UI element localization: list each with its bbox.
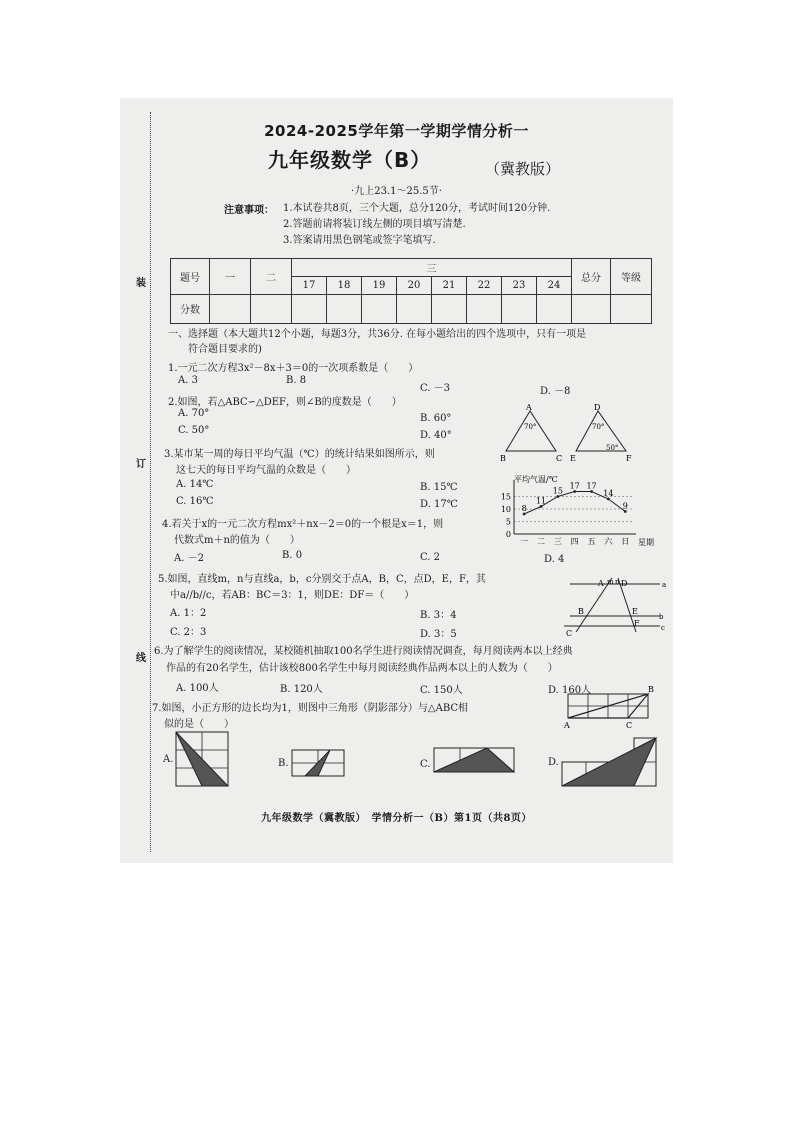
binding-mark-xian: 线 <box>136 653 146 664</box>
page-footer: 九年级数学（冀教版） 学情分析一（B）第1页（共8页） <box>261 813 532 824</box>
label-n: n <box>615 578 620 586</box>
label-point-b: B <box>578 607 584 616</box>
label-b: B <box>500 454 506 463</box>
chart-x-tick-label: 日 <box>621 537 630 546</box>
line-m <box>576 578 612 632</box>
question-7-option-b: B. <box>278 758 289 769</box>
question-6-option-c: C. 150人 <box>420 685 463 696</box>
binding-mark-zhuang: 装 <box>136 278 146 289</box>
question-2-option-a: A. 70° <box>178 408 210 419</box>
chart-data-label: 11 <box>535 496 547 506</box>
notes-list <box>283 201 550 249</box>
question-6-stem: 作品的有20名学生，估计该校800名学生中每月阅读经典作品两本以上的人数为（ ） <box>166 663 558 674</box>
score-cell <box>432 294 467 323</box>
question-2-option-b: B. 60° <box>420 413 452 424</box>
question-4-option-a: A. －2 <box>174 553 204 564</box>
chart-point <box>556 495 559 498</box>
score-cell <box>210 294 251 323</box>
question-5-stem: 中a//b//c，若AB：BC＝3：1，则DE：DF＝（ ） <box>170 590 415 601</box>
question-5-stem: 5.如图，直线m，n与直线a，b，c分别交于点A，B，C，点D，E，F，其 <box>158 574 486 585</box>
chart-point <box>573 490 576 493</box>
question-7-option-c: C. <box>420 759 431 770</box>
chart-y-tick-label: 15 <box>500 492 511 502</box>
question-3-option-d: D. 17℃ <box>420 499 458 510</box>
binding-line <box>150 112 151 852</box>
score-table <box>170 258 652 324</box>
option-d-figure <box>560 734 658 788</box>
question-6-stem: 6.为了解学生的阅读情况，某校随机抽取100名学生进行阅读情况调查，每月阅读两本以上经典 <box>154 646 573 657</box>
chart-x-tick-label: 五 <box>587 537 596 546</box>
option-c-figure <box>432 746 516 774</box>
chart-x-tick-label: 一 <box>520 537 529 546</box>
question-1-option-a: A. 3 <box>178 375 198 386</box>
question-2-option-d: D. 40° <box>420 430 452 441</box>
score-cell <box>327 294 362 323</box>
score-table-sub-col: 17 <box>292 276 327 294</box>
score-table-sub-col: 21 <box>432 276 467 294</box>
question-6-option-a: A. 100人 <box>176 683 219 694</box>
chart-x-axis-label: 星期 <box>638 538 654 547</box>
chart-y-tick-label: 0 <box>505 530 511 539</box>
question-2-stem: 2.如图，若△ABC∽△DEF，则∠B的度数是（ ） <box>168 397 402 408</box>
label-point-a: A <box>598 579 604 588</box>
chart-data-label: 8 <box>521 504 527 513</box>
question-6-option-b: B. 120人 <box>280 684 323 695</box>
chart-point <box>523 513 526 516</box>
exam-paper <box>120 98 673 863</box>
score-table-sub-col: 19 <box>362 276 397 294</box>
score-table-row-label: 题号 <box>171 259 210 295</box>
question-3-stem: 3.某市某一周的每日平均气温（℃）的统计结果如图所示，则 <box>164 449 435 460</box>
question-3-option-b: B. 15℃ <box>420 482 458 493</box>
chart-data-label: 17 <box>569 481 580 491</box>
question-6-option-d: D. 160人 <box>548 685 592 696</box>
score-cell <box>251 294 292 323</box>
angle-d-label: 70° <box>592 423 605 431</box>
label-a-line: a <box>662 581 667 589</box>
chart-x-tick-label: 二 <box>536 537 545 546</box>
triangle-def <box>576 411 626 451</box>
score-table-col-one: 一 <box>210 259 251 295</box>
edition-label: （冀教版） <box>485 160 561 178</box>
notes-label: 注意事项： <box>224 205 274 216</box>
question-2-option-c: C. 50° <box>178 425 210 436</box>
question-5-option-a: A. 1：2 <box>170 608 207 619</box>
score-cell <box>537 294 572 323</box>
temperature-line-chart <box>492 470 662 552</box>
question-4-stem: 4.若关于x的一元二次方程mx²＋nx－2＝0的一个根是x＝1，则 <box>162 519 444 530</box>
question-7-option-a: A. <box>163 754 174 765</box>
scope-label: ·九上23.1～25.5节· <box>351 186 442 197</box>
label-a: A <box>564 721 570 730</box>
label-a: A <box>526 403 532 412</box>
score-table-sub-col: 20 <box>397 276 432 294</box>
score-table-total: 总分 <box>572 259 611 295</box>
question-1-stem: 1.一元二次方程3x²－8x＋3＝0的一次项系数是（ ） <box>168 363 419 374</box>
label-c: C <box>626 721 633 730</box>
score-table-row-label: 分数 <box>171 294 210 323</box>
score-cell <box>467 294 502 323</box>
score-cell <box>397 294 432 323</box>
score-table-col-three: 三 <box>292 259 572 277</box>
chart-x-ticks <box>520 536 629 546</box>
chart-y-tick-label: 5 <box>505 517 511 527</box>
label-e: E <box>570 454 576 463</box>
chart-point <box>624 510 627 513</box>
question-1-option-d: D. －8 <box>540 386 571 397</box>
chart-data-label: 17 <box>586 481 597 491</box>
question-4-option-d: D. 4 <box>544 554 565 565</box>
triangle-abc <box>506 411 556 451</box>
grid-triangle-abc-figure <box>560 682 660 732</box>
score-table-sub-col: 22 <box>467 276 502 294</box>
angle-a-label: 70° <box>524 423 537 431</box>
question-7-option-d: D. <box>548 757 559 768</box>
shaded-triangle <box>434 748 514 772</box>
chart-reference-lines <box>514 497 632 522</box>
score-cell <box>292 294 327 323</box>
question-3-option-c: C. 16℃ <box>176 496 214 507</box>
subject-title: 九年级数学（B） <box>268 148 432 172</box>
question-4-stem: 代数式m＋n的值为（ ） <box>174 535 300 546</box>
similar-triangles-figure <box>500 401 640 463</box>
label-point-c: C <box>566 629 573 638</box>
question-4-option-c: C. 2 <box>420 552 441 563</box>
question-3-option-a: A. 14℃ <box>176 479 214 490</box>
label-d: D <box>594 403 601 412</box>
score-cell <box>502 294 537 323</box>
exam-title: 2024-2025学年第一学期学情分析一 <box>264 122 529 140</box>
chart-y-ticks <box>501 493 511 540</box>
option-a-figure <box>174 730 232 790</box>
score-table-sub-col: 24 <box>537 276 572 294</box>
question-4-option-b: B. 0 <box>282 550 303 561</box>
chart-x-tick-label: 三 <box>553 537 562 546</box>
binding-mark-ding: 订 <box>136 459 146 470</box>
question-5-option-c: C. 2：3 <box>170 627 207 638</box>
option-b-figure <box>290 748 346 778</box>
label-point-d: D <box>621 579 628 588</box>
angle-f-label: 50° <box>606 444 619 452</box>
chart-point <box>607 498 610 501</box>
question-7-stem: 似的是（ ） <box>164 719 234 730</box>
chart-point <box>540 505 543 508</box>
score-cell <box>572 294 611 323</box>
label-point-f: F <box>634 619 640 628</box>
section-heading <box>168 327 658 357</box>
label-f: F <box>626 454 632 463</box>
note-item: 3.答案请用黑色钢笔或签字笔填写. <box>283 235 436 246</box>
chart-data-label: 14 <box>603 489 614 498</box>
chart-data-label: 15 <box>552 486 563 496</box>
chart-y-tick-label: 10 <box>500 505 511 514</box>
score-cell <box>362 294 397 323</box>
chart-x-tick-label: 六 <box>604 537 613 546</box>
parallel-lines-figure <box>560 576 668 640</box>
label-point-e: E <box>632 607 638 616</box>
note-item: 1.本试卷共8页，三个大题，总分120分，考试时间120分钟. <box>283 203 551 214</box>
label-c: C <box>556 454 563 463</box>
chart-y-axis-label: 平均气温/℃ <box>514 475 558 484</box>
label-b-line: b <box>659 613 664 621</box>
score-table-sub-col: 18 <box>327 276 362 294</box>
chart-data-label: 9 <box>622 501 628 511</box>
question-1-option-b: B. 8 <box>286 375 307 386</box>
question-1-option-c: C. －3 <box>420 383 451 394</box>
section-heading-line: 符合题目要求的) <box>188 344 262 355</box>
question-7-stem: 7.如图，小正方形的边长均为1，则图中三角形（阴影部分）与△ABC相 <box>152 703 469 714</box>
note-item: 2.答题前请将装订线左侧的项目填写清楚. <box>283 219 466 230</box>
question-3-stem: 这七天的每日平均气温的众数是（ ） <box>176 465 356 476</box>
chart-x-tick-label: 四 <box>570 537 579 546</box>
question-5-option-d: D. 3：5 <box>420 629 457 640</box>
score-table-col-two: 二 <box>251 259 292 295</box>
section-heading-line: 一、选择题（本大题共12个小题，每题3分，共36分. 在每小题给出的四个选项中，只有一项是 <box>168 329 587 340</box>
score-cell <box>611 294 652 323</box>
score-table-grade: 等级 <box>611 259 652 295</box>
chart-point <box>590 490 593 493</box>
label-b: B <box>648 685 654 694</box>
score-table-sub-col: 23 <box>502 276 537 294</box>
label-c-line: c <box>661 624 665 632</box>
label-m: m <box>607 578 614 586</box>
question-5-option-b: B. 3：4 <box>420 610 457 621</box>
